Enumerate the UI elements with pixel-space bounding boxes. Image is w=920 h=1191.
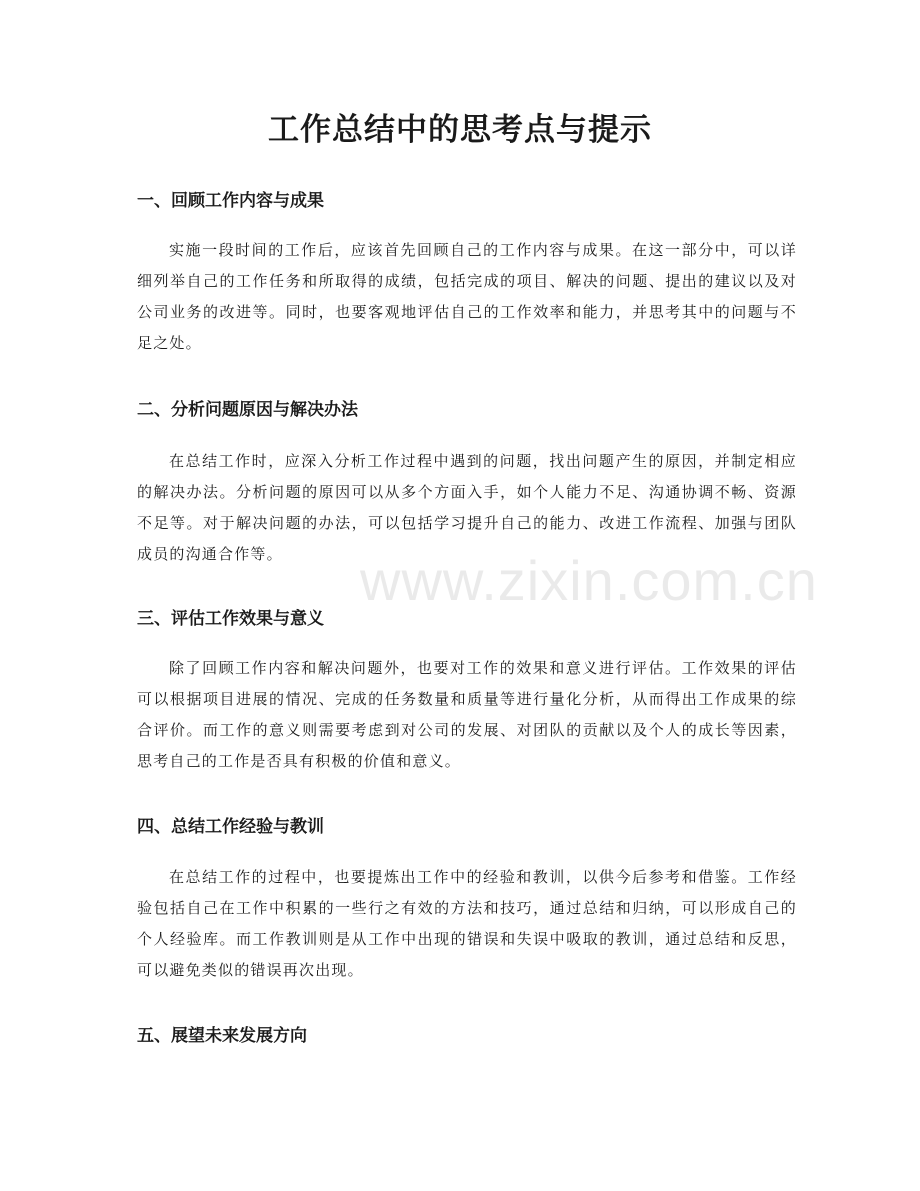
section-heading-5: 五、展望未来发展方向 xyxy=(137,1026,307,1046)
section-heading-4: 四、总结工作经验与教训 xyxy=(137,817,324,837)
section-paragraph-2: 在总结工作时，应深入分析工作过程中遇到的问题，找出问题产生的原因，并制定相应的解决办法。分析问题的原因可以从多个方面入手，如个人能力不足、沟通协调不畅、资源不足等。对于解决问题的办法，可以包括学习提升自己的能力、改进工作流程、加强与团队成员的沟通合作等。 xyxy=(137,452,797,563)
section-heading-2: 二、分析问题原因与解决办法 xyxy=(137,400,358,420)
document-title: 工作总结中的思考点与提示 xyxy=(268,112,652,148)
section-heading-1: 一、回顾工作内容与成果 xyxy=(137,191,324,211)
section-paragraph-4: 在总结工作的过程中，也要提炼出工作中的经验和教训，以供今后参考和借鉴。工作经验包括自己在工作中积累的一些行之有效的方法和技巧，通过总结和归纳，可以形成自己的个人经验库。而工作教训则是从工作中出现的错误和失误中吸取的教训，通过总结和反思，可以避免类似的错误再次出现。 xyxy=(137,868,797,979)
section-paragraph-3: 除了回顾工作内容和解决问题外，也要对工作的效果和意义进行评估。工作效果的评估可以根据项目进展的情况、完成的任务数量和质量等进行量化分析，从而得出工作成果的综合评价。而工作的意义则需要考虑到对公司的发展、对团队的贡献以及个人的成长等因素，思考自己的工作是否具有积极的价值和意义。 xyxy=(137,659,797,770)
section-paragraph-1: 实施一段时间的工作后，应该首先回顾自己的工作内容与成果。在这一部分中，可以详细列举自己的工作任务和所取得的成绩，包括完成的项目、解决的问题、提出的建议以及对公司业务的改进等。同时，也要客观地评估自己的工作效率和能力，并思考其中的问题与不足之处。 xyxy=(137,241,797,352)
section-heading-3: 三、评估工作效果与意义 xyxy=(137,609,324,629)
watermark-logo: www.zixin.com.cn xyxy=(360,549,818,612)
